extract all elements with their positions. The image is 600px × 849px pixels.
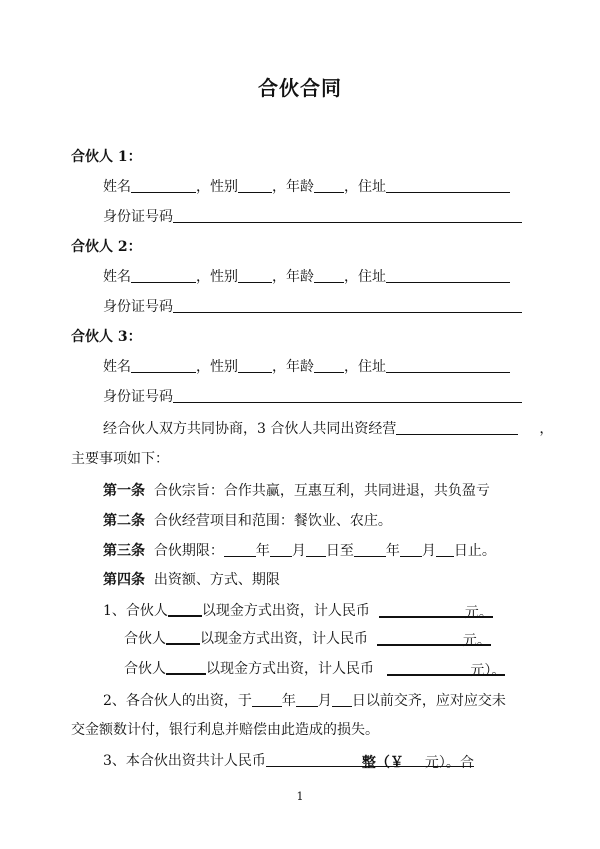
- capital-partner-label: 合伙人: [124, 661, 166, 677]
- age-blank[interactable]: [314, 174, 344, 193]
- clause-3-prefix: 3、本合伙出资共计人民币: [103, 753, 266, 769]
- address-label: ，住址: [344, 179, 386, 195]
- id-number-label: 身份证号码: [103, 389, 173, 405]
- capital-item1-prefix: 1、合伙人: [103, 603, 168, 619]
- address-label: ，住址: [344, 359, 386, 375]
- name-blank[interactable]: [131, 174, 196, 193]
- year-label: 年: [255, 543, 270, 559]
- zheng-label: 整（￥: [361, 755, 404, 771]
- id-number-blank[interactable]: [173, 204, 522, 223]
- capital-row-3: [0, 654, 600, 684]
- address-label: ，住址: [344, 269, 386, 285]
- start-month-blank[interactable]: [270, 538, 292, 557]
- end-year-blank[interactable]: [354, 538, 386, 557]
- yuan-label: 元）。: [470, 663, 506, 679]
- clause-2-prefix: 2、各合伙人的出资，于: [103, 693, 252, 709]
- total-amount-blank[interactable]: [266, 748, 404, 771]
- partner-2-heading: 合伙人 2：: [71, 239, 142, 255]
- article-2-text: 合伙经营项目和范围：餐饮业、农庄。: [153, 513, 392, 529]
- month-label: 月: [421, 543, 436, 559]
- clause-2-row: [0, 686, 600, 716]
- partner-2-id-row: [0, 292, 600, 322]
- article-1: [0, 476, 600, 506]
- article-2-label: 第二条: [103, 513, 145, 529]
- clause-2-rest: 日以前交齐，应对应交未: [351, 693, 506, 709]
- age-label: ，年龄: [272, 269, 314, 285]
- address-blank[interactable]: [386, 354, 510, 373]
- name-blank[interactable]: [131, 354, 196, 373]
- gender-blank[interactable]: [238, 354, 272, 373]
- year-label: 年: [385, 543, 400, 559]
- name-label: 姓名: [103, 179, 131, 195]
- article-1-text: 合伙宗旨：合作共赢，互惠互利，共同进退，共负盈亏: [153, 483, 490, 499]
- business-blank[interactable]: [396, 416, 518, 435]
- age-blank[interactable]: [314, 354, 344, 373]
- page-number: 1: [296, 790, 304, 803]
- age-label: ，年龄: [272, 359, 314, 375]
- day-end-label: 日止。: [453, 543, 496, 559]
- partner-name-blank[interactable]: [166, 655, 206, 675]
- partner-3-info-row: [0, 352, 600, 382]
- article-4-label: 第四条: [103, 572, 145, 588]
- intro-comma: ，: [539, 421, 554, 437]
- capital-row-2: [0, 624, 600, 654]
- yuan-label: 元。: [462, 633, 491, 649]
- clause-3-row: [0, 746, 600, 776]
- start-day-blank[interactable]: [306, 538, 326, 557]
- clause-2-line2: 交金额数计付，银行利息并赔偿由此造成的损失。: [71, 722, 379, 738]
- partner-1-info-row: [0, 172, 600, 202]
- name-blank[interactable]: [131, 264, 196, 283]
- article-1-label: 第一条: [103, 483, 145, 499]
- partner-3-heading: 合伙人 3：: [71, 329, 142, 345]
- amount-blank[interactable]: [377, 626, 491, 649]
- total-yen-blank[interactable]: [404, 748, 474, 771]
- partner-2-info-row: [0, 262, 600, 292]
- article-2: [0, 506, 600, 536]
- gender-label: ，性别: [196, 179, 238, 195]
- partner-1-heading: 合伙人 1：: [71, 149, 142, 165]
- article-3: [0, 536, 600, 566]
- capital-method: 以现金方式出资，计人民币: [200, 631, 368, 647]
- capital-method: 以现金方式出资，计人民币: [206, 661, 374, 677]
- name-label: 姓名: [103, 359, 131, 375]
- amount-blank[interactable]: [387, 656, 506, 679]
- deadline-month-blank[interactable]: [296, 688, 318, 707]
- name-label: 姓名: [103, 269, 131, 285]
- partner-name-blank[interactable]: [168, 597, 202, 617]
- start-year-blank[interactable]: [224, 538, 256, 557]
- day-to-label: 日至: [325, 543, 354, 559]
- amount-blank[interactable]: [379, 598, 493, 621]
- capital-partner-label: 合伙人: [124, 631, 166, 647]
- intro-line2: 主要事项如下：: [71, 451, 169, 467]
- partner-name-blank[interactable]: [166, 625, 200, 645]
- end-month-blank[interactable]: [400, 538, 422, 557]
- id-number-blank[interactable]: [173, 294, 522, 313]
- intro-row: [0, 414, 600, 444]
- age-label: ，年龄: [272, 179, 314, 195]
- deadline-day-blank[interactable]: [332, 688, 352, 707]
- age-blank[interactable]: [314, 264, 344, 283]
- gender-label: ，性别: [196, 269, 238, 285]
- article-4-text: 出资额、方式、期限: [153, 572, 280, 588]
- capital-row-1: [0, 596, 600, 626]
- intro-text: 经合伙人双方共同协商，3 合伙人共同出资经营: [103, 421, 397, 437]
- id-number-label: 身份证号码: [103, 299, 173, 315]
- capital-method: 以现金方式出资，计人民币: [201, 603, 370, 619]
- address-blank[interactable]: [386, 264, 510, 283]
- end-day-blank[interactable]: [436, 538, 454, 557]
- deadline-year-blank[interactable]: [252, 688, 282, 707]
- yuan-close-label: 元）。合: [424, 755, 474, 771]
- id-number-label: 身份证号码: [103, 209, 173, 225]
- gender-blank[interactable]: [238, 174, 272, 193]
- month-label: 月: [317, 693, 332, 709]
- year-label: 年: [281, 693, 296, 709]
- yuan-label: 元。: [464, 605, 493, 621]
- gender-label: ，性别: [196, 359, 238, 375]
- article-3-label: 第三条: [103, 543, 145, 559]
- article-4: [0, 565, 600, 595]
- address-blank[interactable]: [386, 174, 510, 193]
- id-number-blank[interactable]: [173, 384, 522, 403]
- partner-3-id-row: [0, 382, 600, 412]
- partner-1-id-row: [0, 202, 600, 232]
- month-label: 月: [291, 543, 306, 559]
- gender-blank[interactable]: [238, 264, 272, 283]
- document-title: 合伙合同: [258, 76, 342, 100]
- article-3-prefix: 合伙期限：: [153, 543, 224, 559]
